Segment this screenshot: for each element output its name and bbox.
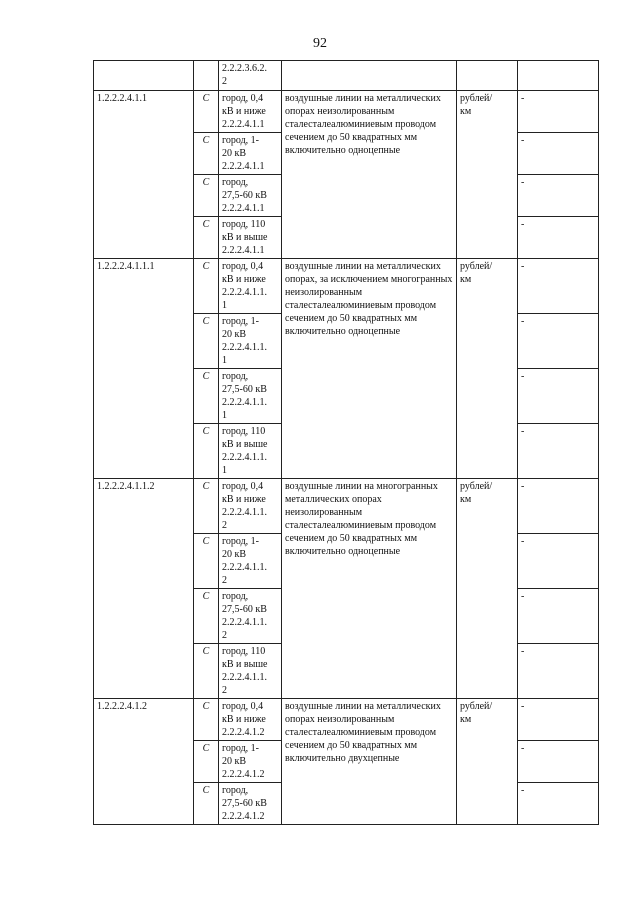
- value-cell: -: [518, 424, 599, 479]
- category-cell: C: [194, 314, 219, 369]
- category-cell: C: [194, 534, 219, 589]
- city-voltage-cell: город, 1- 20 кВ 2.2.2.4.1.1: [219, 133, 282, 175]
- description-cell: [282, 61, 457, 91]
- city-voltage-cell: город, 27,5-60 кВ 2.2.2.4.1.2: [219, 783, 282, 825]
- category-cell: C: [194, 175, 219, 217]
- category-cell: C: [194, 259, 219, 314]
- tariff-table: [93, 60, 599, 825]
- page-number: 92: [313, 36, 327, 51]
- value-cell: -: [518, 589, 599, 644]
- value-cell: -: [518, 699, 599, 741]
- unit-cell: [457, 61, 518, 91]
- city-voltage-cell: город, 27,5-60 кВ 2.2.2.4.1.1. 1: [219, 369, 282, 424]
- city-voltage-cell: город, 0,4 кВ и ниже 2.2.2.4.1.1. 2: [219, 479, 282, 534]
- category-cell: C: [194, 369, 219, 424]
- city-voltage-cell: город, 0,4 кВ и ниже 2.2.2.4.1.1. 1: [219, 259, 282, 314]
- unit-cell: рублей/ км: [457, 259, 518, 479]
- category-cell: [194, 61, 219, 91]
- city-voltage-cell: город, 110 кВ и выше 2.2.2.4.1.1: [219, 217, 282, 259]
- value-cell: -: [518, 91, 599, 133]
- category-cell: C: [194, 783, 219, 825]
- description-cell: воздушные линии на металлических опорах неизолированным сталесталеалюминиевым проводом сечением до 50 квадратных мм включительно двухцепные: [282, 699, 457, 825]
- description-cell: воздушные линии на многогранных металлических опорах неизолированным сталесталеалюминиевым проводом сечением до 50 квадратных мм включительно одноцепные: [282, 479, 457, 699]
- value-cell: [518, 61, 599, 91]
- city-voltage-cell: город, 27,5-60 кВ 2.2.2.4.1.1: [219, 175, 282, 217]
- value-cell: -: [518, 175, 599, 217]
- code-cell: 1.2.2.2.4.1.1.2: [94, 479, 194, 699]
- city-voltage-cell: 2.2.2.3.6.2. 2: [219, 61, 282, 91]
- unit-cell: рублей/ км: [457, 479, 518, 699]
- city-voltage-cell: город, 110 кВ и выше 2.2.2.4.1.1. 1: [219, 424, 282, 479]
- city-voltage-cell: город, 1- 20 кВ 2.2.2.4.1.1. 2: [219, 534, 282, 589]
- table-row: [94, 91, 599, 133]
- code-cell: [94, 61, 194, 91]
- category-cell: C: [194, 589, 219, 644]
- table-row: [94, 479, 599, 534]
- category-cell: C: [194, 699, 219, 741]
- value-cell: -: [518, 644, 599, 699]
- category-cell: C: [194, 479, 219, 534]
- category-cell: C: [194, 217, 219, 259]
- value-cell: -: [518, 479, 599, 534]
- category-cell: C: [194, 741, 219, 783]
- category-cell: C: [194, 91, 219, 133]
- value-cell: -: [518, 783, 599, 825]
- category-cell: C: [194, 644, 219, 699]
- value-cell: -: [518, 133, 599, 175]
- description-cell: воздушные линии на металлических опорах неизолированным сталесталеалюминиевым проводом сечением до 50 квадратных мм включительно одноцепные: [282, 91, 457, 259]
- code-cell: 1.2.2.2.4.1.2: [94, 699, 194, 825]
- description-cell: воздушные линии на металлических опорах, за исключением многогранных неизолированным сталесталеалюминиевым проводом сечением до 50 квадратных мм включительно одноцепные: [282, 259, 457, 479]
- value-cell: -: [518, 217, 599, 259]
- value-cell: -: [518, 314, 599, 369]
- unit-cell: рублей/ км: [457, 699, 518, 825]
- table-body: [94, 61, 599, 825]
- city-voltage-cell: город, 110 кВ и выше 2.2.2.4.1.1. 2: [219, 644, 282, 699]
- category-cell: C: [194, 424, 219, 479]
- table-row: [94, 699, 599, 741]
- table-row-continuation: [94, 61, 599, 91]
- city-voltage-cell: город, 1- 20 кВ 2.2.2.4.1.1. 1: [219, 314, 282, 369]
- code-cell: 1.2.2.2.4.1.1.1: [94, 259, 194, 479]
- unit-cell: рублей/ км: [457, 91, 518, 259]
- code-cell: 1.2.2.2.4.1.1: [94, 91, 194, 259]
- value-cell: -: [518, 369, 599, 424]
- city-voltage-cell: город, 27,5-60 кВ 2.2.2.4.1.1. 2: [219, 589, 282, 644]
- city-voltage-cell: город, 0,4 кВ и ниже 2.2.2.4.1.1: [219, 91, 282, 133]
- value-cell: -: [518, 534, 599, 589]
- value-cell: -: [518, 259, 599, 314]
- category-cell: C: [194, 133, 219, 175]
- city-voltage-cell: город, 0,4 кВ и ниже 2.2.2.4.1.2: [219, 699, 282, 741]
- value-cell: -: [518, 741, 599, 783]
- city-voltage-cell: город, 1- 20 кВ 2.2.2.4.1.2: [219, 741, 282, 783]
- table-row: [94, 259, 599, 314]
